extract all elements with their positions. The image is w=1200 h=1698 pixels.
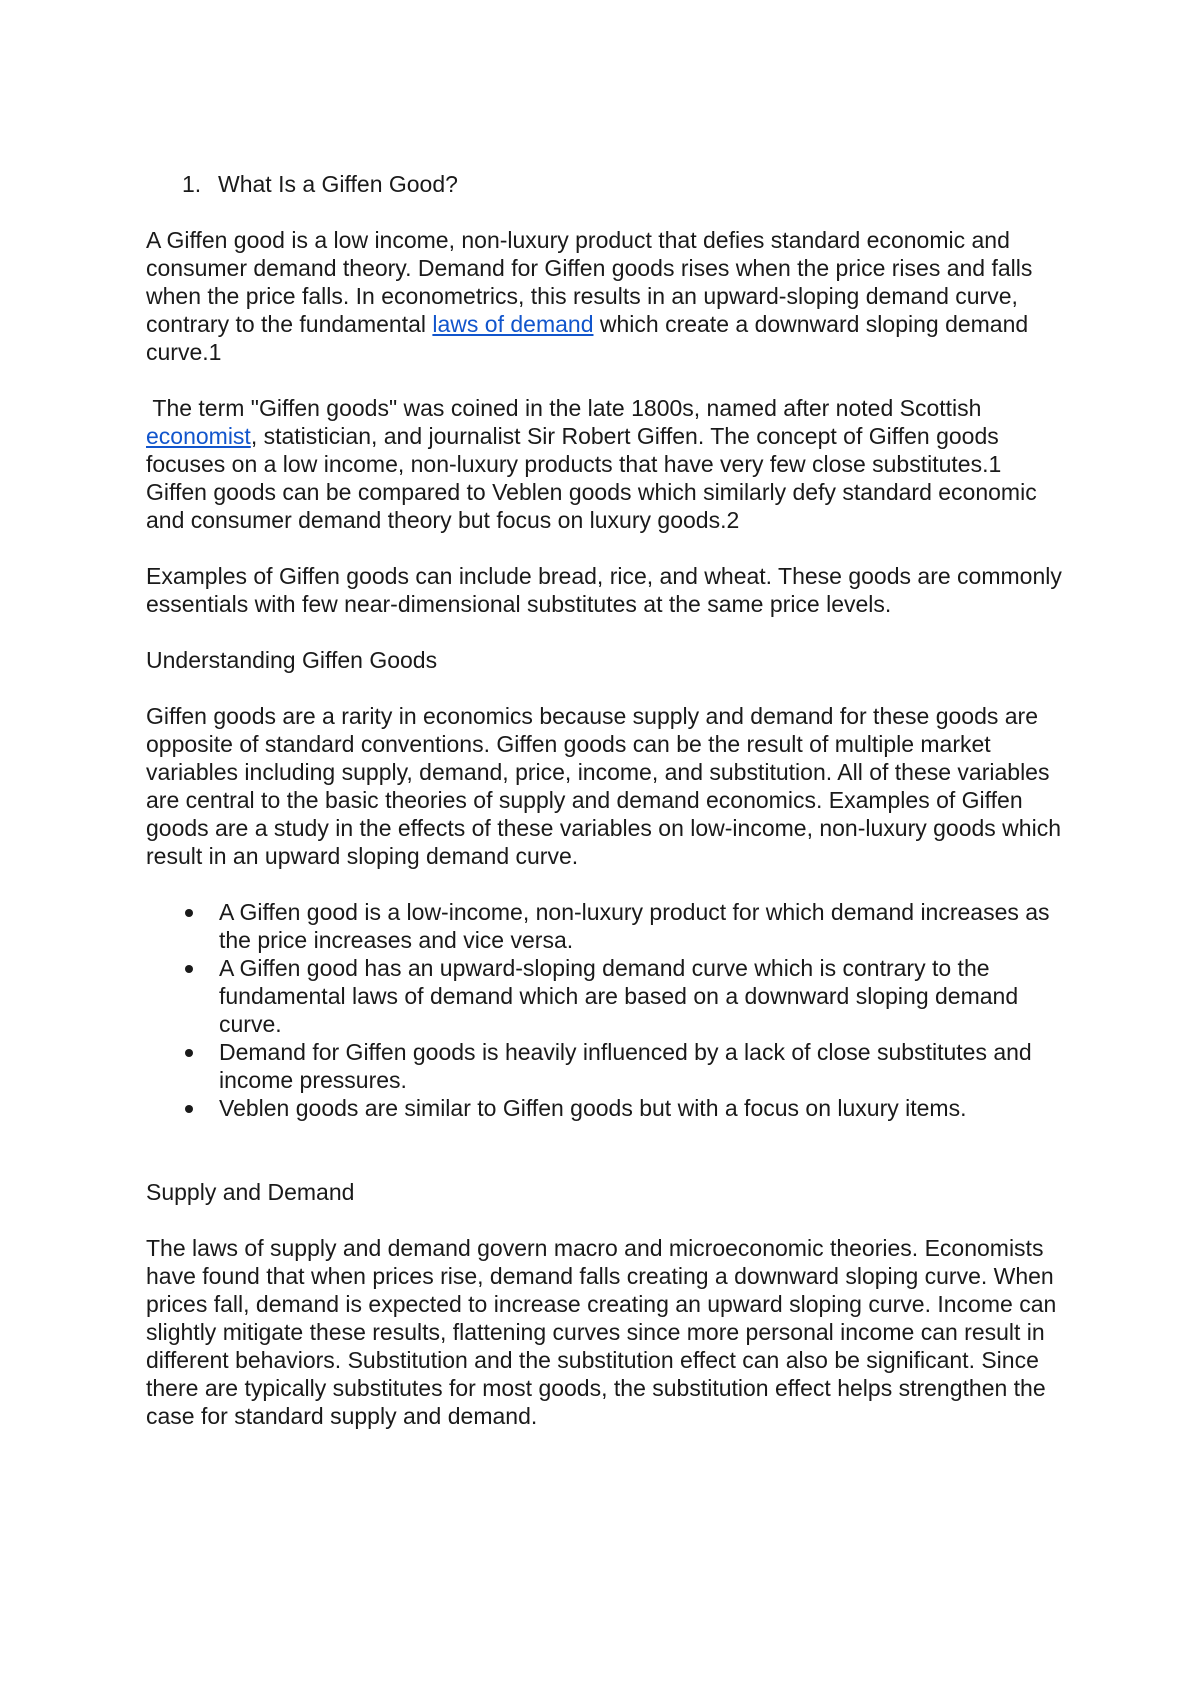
blank-line [146, 1150, 1066, 1178]
subheading-understanding: Understanding Giffen Goods [146, 647, 438, 673]
list-item-text: A Giffen good has an upward-sloping demand curve which is contrary to the fundamental laws of demand which are based on a downward sloping demand curve. [219, 955, 1019, 1037]
subheading-supply-demand: Supply and Demand [146, 1179, 355, 1205]
paragraph-definition-text-start: A Giffen good is a low income, non-luxury product that defies standard economic and consumer demand theory. Demand for Giffen goods rises when the price rises and falls when the price falls. In econometrics, this results in an upward-sloping demand curve, contrary to the fundamental [146, 227, 1033, 337]
list-item-text: Veblen goods are similar to Giffen goods but with a focus on luxury items. [219, 1095, 967, 1121]
paragraph-origin-text-start: The term "Giffen goods" was coined in the late 1800s, named after noted Scottish [146, 395, 982, 421]
bullet-icon [185, 909, 193, 917]
bullet-icon [185, 1105, 193, 1113]
document-page [146, 170, 1066, 1458]
bullet-icon [185, 965, 193, 973]
list-item [146, 1038, 1066, 1094]
laws-of-demand-link[interactable]: laws of demand [432, 311, 594, 337]
list-item-text: Demand for Giffen goods is heavily influenced by a lack of close substitutes and income pressures. [219, 1039, 1032, 1093]
numbered-heading [146, 170, 1066, 198]
list-item [146, 1094, 1066, 1122]
list-item-text: A Giffen good is a low-income, non-luxury product for which demand increases as the price increases and vice versa. [219, 899, 1050, 953]
economist-link[interactable]: economist [146, 423, 251, 449]
list-item [146, 954, 1066, 1038]
paragraph-definition [146, 226, 1066, 366]
paragraph-origin [146, 394, 1066, 534]
bullet-icon [185, 1049, 193, 1057]
paragraph-definition-text-end: which create a downward sloping demand curve.1 [146, 311, 1029, 365]
paragraph-understanding: Giffen goods are a rarity in economics because supply and demand for these goods are opposite of standard conventions. Giffen goods can be the result of multiple market variables including supply, demand, price, income, and substitution. All of these variables are central to the basic theories of supply and demand economics. Examples of Giffen goods are a study in the effects of these variables on low-income, non-luxury goods which result in an upward sloping demand curve. [146, 703, 1061, 869]
paragraph-origin-text-end: , statistician, and journalist Sir Robert Giffen. The concept of Giffen goods focuses on a low income, non-luxury products that have very few close substitutes.1 Giffen goods can be compared to Veblen goods which similarly defy standard economic and consumer demand theory but focus on luxury goods.2 [146, 423, 1037, 533]
paragraph-supply-demand: The laws of supply and demand govern macro and microeconomic theories. Economists have found that when prices rise, demand falls creating a downward sloping curve. When prices fall, demand is expected to increase creating an upward sloping curve. Income can slightly mitigate these results, flattening curves since more personal income can result in different behaviors. Substitution and the substitution effect can also be significant. Since there are typically substitutes for most goods, the substitution effect helps strengthen the case for standard supply and demand. [146, 1235, 1057, 1429]
key-takeaways-list [146, 898, 1066, 1122]
heading-title: What Is a Giffen Good? [218, 171, 458, 197]
heading-number: 1. [182, 171, 202, 197]
paragraph-examples: Examples of Giffen goods can include bread, rice, and wheat. These goods are commonly essentials with few near-dimensional substitutes at the same price levels. [146, 563, 1062, 617]
list-item [146, 898, 1066, 954]
